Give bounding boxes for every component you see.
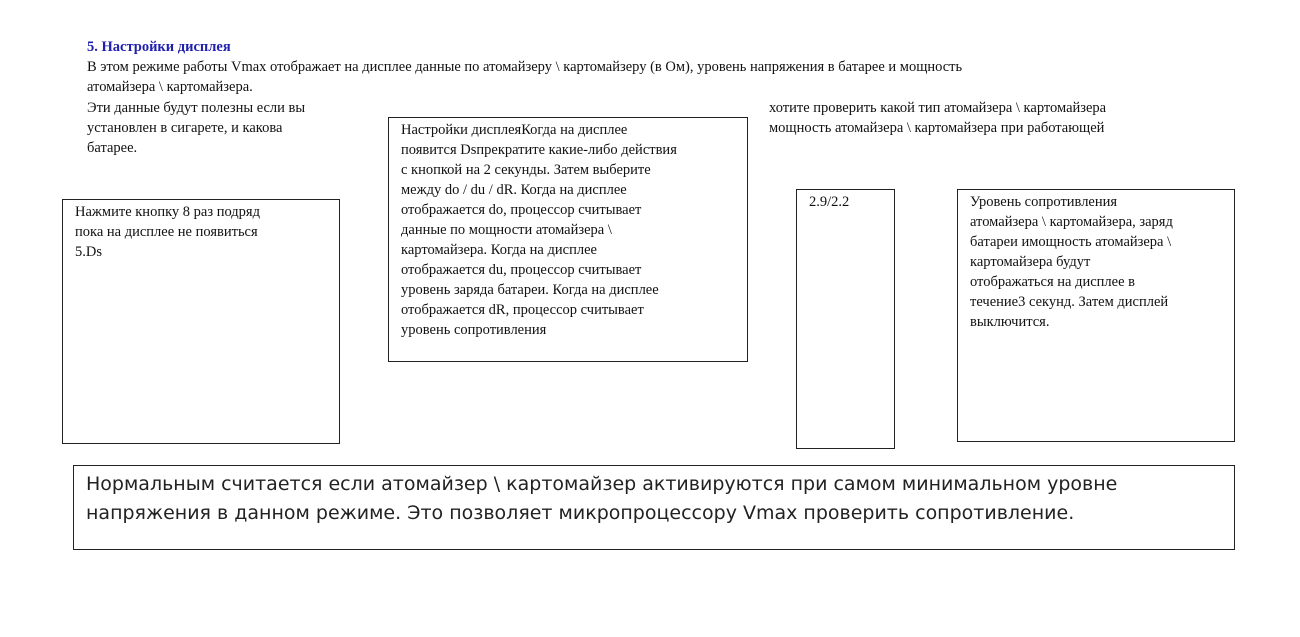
display-value-box: 2.9/2.2 <box>796 189 895 449</box>
result-description-box: Уровень сопротивления атомайзера \ картомайзера, заряд батареи имощность атомайзера \ картомайзера будут отображаться на дисплее в течение3 секунд. Затем дисплей выключится. <box>957 189 1235 442</box>
step-instruction-box: Нажмите кнопку 8 раз подряд пока на дисплее не появиться 5.Ds <box>62 199 340 444</box>
intro-paragraph: В этом режиме работы Vmax отображает на дисплее данные по атомайзеру \ картомайзеру (в Ом), уровень напряжения в батарее и мощность атомайзера \ картомайзера. <box>87 59 963 95</box>
display-settings-box: Настройки дисплеяКогда на дисплее появится Dsпрекратите какие-либо действия с кнопкой на 2 секунды. Затем выберите между do / du / dR. Когда на дисплее отображается do, процессор считывает данные по мощности атомайзера \ картомайзера. Когда на дисплее отображается du, процессор считывает уровень заряда батареи. Когда на дисплее отображается dR, процессор считывает уровень сопротивления <box>388 117 748 362</box>
right-text-fragment: хотите проверить какой тип атомайзера \ картомайзера мощность атомайзера \ картомайзера при работающей <box>769 100 1107 136</box>
left-text-fragment: Эти данные будут полезны если вы установлен в сигарете, и какова батарее. <box>87 100 306 156</box>
section-title: 5. Настройки дисплея <box>87 39 231 55</box>
note-box: Нормальным считается если атомайзер \ картомайзер активируются при самом минимальном уровне напряжения в данном режиме. Это позволяет микропроцессору Vmax проверить сопротивление. <box>73 465 1235 550</box>
